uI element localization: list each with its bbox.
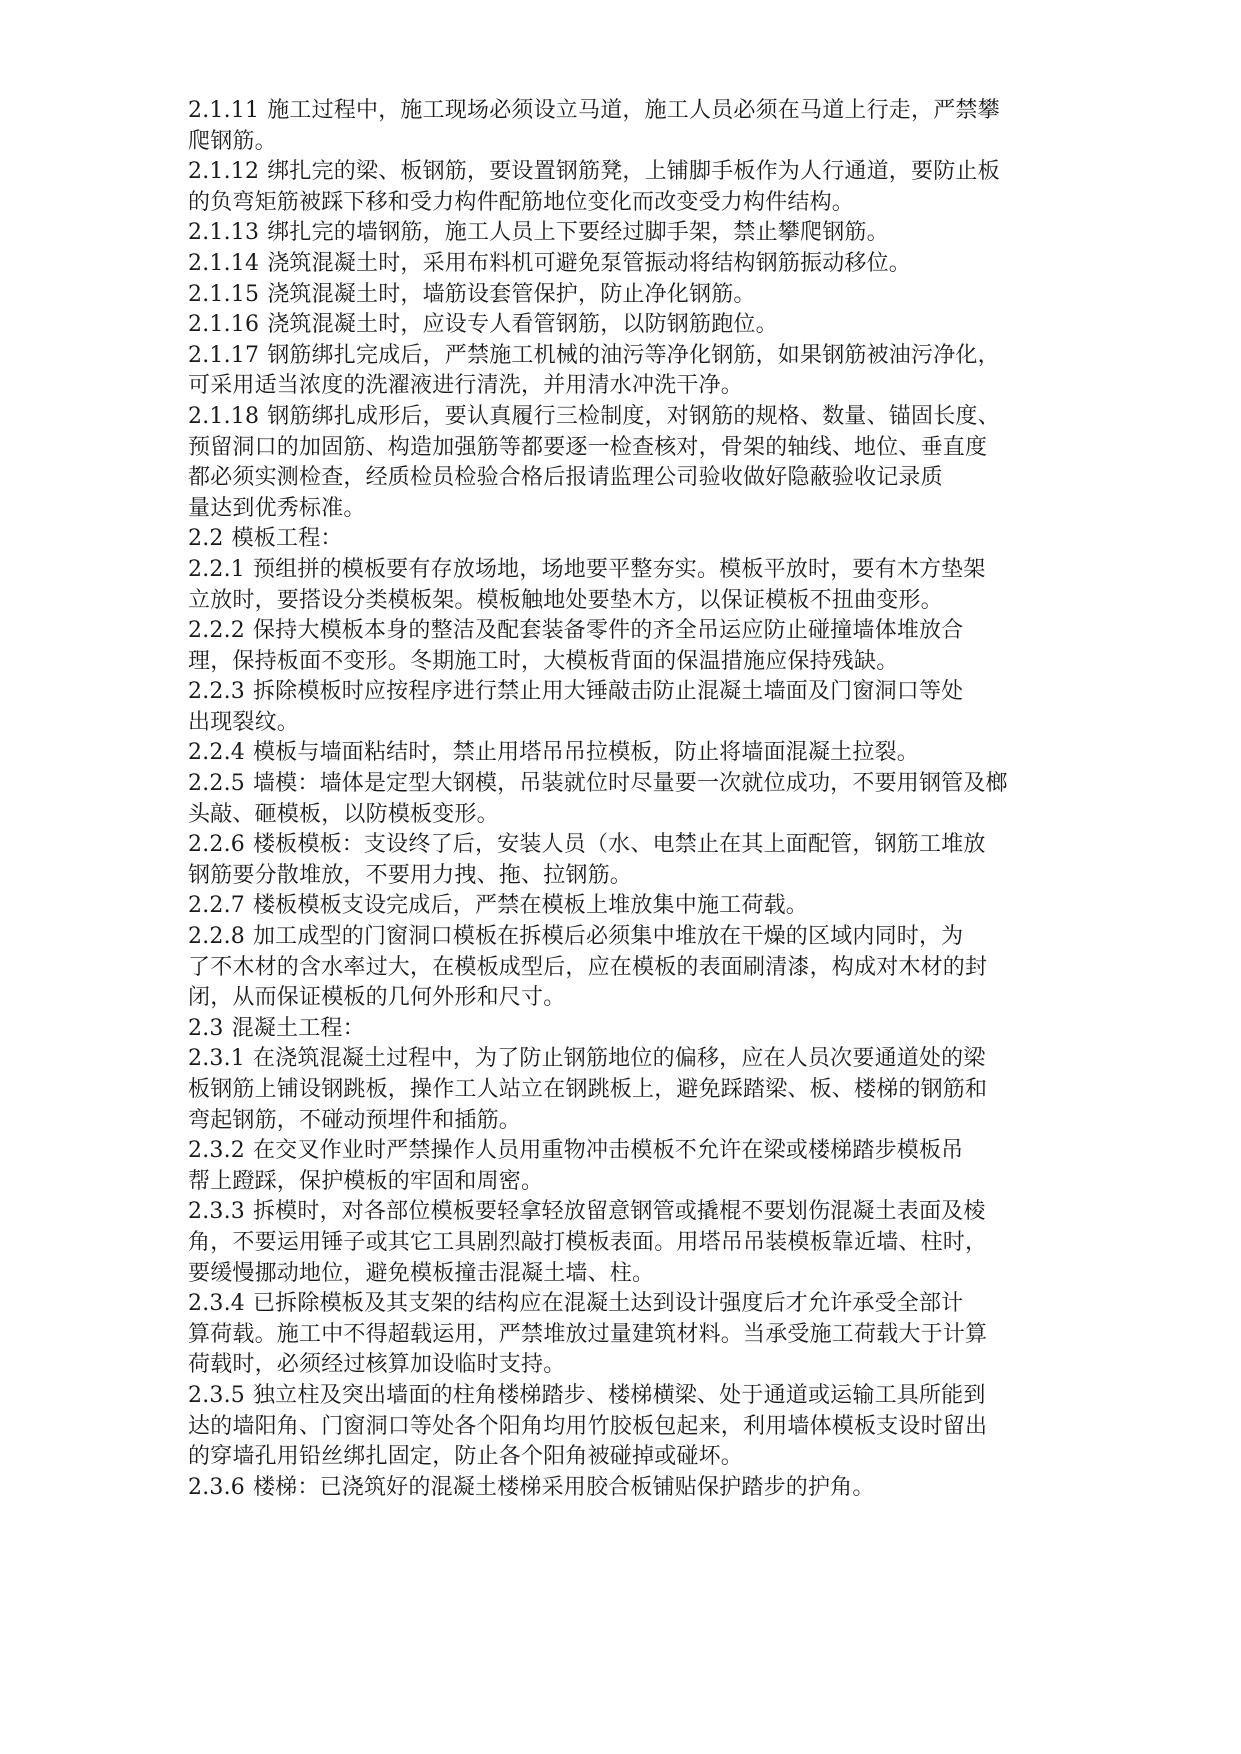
- paragraph: [188, 402, 1108, 524]
- section-number: 2.3.4: [188, 1291, 245, 1317]
- paragraph: [188, 830, 1108, 891]
- text-line: [188, 861, 1108, 892]
- text-line: [188, 127, 1108, 158]
- line-text: 墙模：墙体是定型大钢模，吊装就位时尽量要一次就位成功，不要用钢管及榔: [252, 771, 1008, 797]
- line-text: 钢筋绑扎成形后，要认真履行三检制度，对钢筋的规格、数量、锚固长度、: [267, 403, 1000, 429]
- line-text: 荷载时，必须经过核算加设临时支持。: [188, 1352, 566, 1378]
- text-line: [188, 677, 1108, 708]
- text-line: [188, 555, 1108, 586]
- section-number: 2.2.4: [188, 740, 245, 766]
- line-text: 绑扎完的墙钢筋，施工人员上下要经过脚手架，禁止攀爬钢筋。: [267, 220, 889, 246]
- text-line: [188, 1075, 1108, 1106]
- text-line: [188, 1136, 1108, 1167]
- text-line: [188, 463, 1108, 494]
- text-line: [188, 1412, 1108, 1443]
- line-text: 立放时，要搭设分类模板架。模板触地处要垫木方，以保证模板不扭曲变形。: [188, 587, 943, 613]
- section-number: 2.1.18: [188, 403, 260, 429]
- text-line: [188, 922, 1108, 953]
- line-text: 爬钢筋。: [188, 128, 277, 154]
- line-text: 了不木材的含水率过大，在模板成型后，应在模板的表面刷清漆，构成对木材的封: [188, 954, 988, 980]
- line-text: 施工过程中，施工现场必须设立马道，施工人员必须在马道上行走，严禁攀: [267, 98, 1000, 123]
- text-line: [188, 1044, 1108, 1075]
- text-line: [188, 494, 1108, 525]
- text-line: [188, 1289, 1108, 1320]
- line-text: 量达到优秀标准。: [188, 495, 366, 521]
- line-text: 保持大模板本身的整洁及配套装备零件的齐全吊运应防止碰撞墙体堆放合: [252, 618, 964, 644]
- text-line: [188, 341, 1108, 372]
- line-text: 浇筑混凝土时，应设专人看管钢筋，以防钢筋跑位。: [267, 312, 778, 338]
- section-number: 2.1.17: [188, 342, 260, 368]
- section-number: 2.2.8: [188, 924, 245, 950]
- line-text: 独立柱及突出墙面的柱角楼梯踏步、楼梯横梁、处于通道或运输工具所能到: [252, 1382, 986, 1408]
- text-line: [188, 738, 1108, 769]
- text-line: [188, 310, 1108, 341]
- text-line: [188, 1197, 1108, 1228]
- text-line: [188, 616, 1108, 647]
- text-line: [188, 708, 1108, 739]
- paragraph: [188, 218, 1108, 249]
- line-text: 达的墙阳角、门窗洞口等处各个阳角均用竹胶板包起来，利用墙体模板支设时留出: [188, 1413, 988, 1439]
- paragraph: [188, 249, 1108, 280]
- section-number: 2.2.5: [188, 771, 245, 797]
- line-text: 帮上蹬踩，保护模板的牢固和周密。: [188, 1168, 544, 1194]
- section-number: 2.3: [188, 1015, 224, 1041]
- paragraph: [188, 616, 1108, 677]
- text-line: [188, 96, 1108, 127]
- line-text: 算荷载。施工中不得超载运用，严禁堆放过量建筑材料。当承受施工荷载大于计算: [188, 1321, 988, 1347]
- line-text: 拆除模板时应按程序进行禁止用大锤敲击防止混凝土墙面及门窗洞口等处: [252, 679, 964, 705]
- section-number: 2.2.1: [188, 556, 245, 582]
- line-text: 楼梯：已浇筑好的混凝土楼梯采用胶合板铺贴保护踏步的护角。: [252, 1474, 875, 1500]
- paragraph: [188, 1289, 1108, 1381]
- text-line: [188, 157, 1108, 188]
- text-line: [188, 1320, 1108, 1351]
- line-text: 模板与墙面粘结时，禁止用塔吊吊拉模板，防止将墙面混凝土拉裂。: [252, 740, 919, 766]
- section-number: 2.1.11: [188, 98, 260, 123]
- line-text: 的负弯矩筋被踩下移和受力构件配筋地位变化而改变受力构件结构。: [188, 189, 855, 215]
- paragraph: [188, 310, 1108, 341]
- line-text: 头敲、砸模板，以防模板变形。: [188, 801, 499, 827]
- line-text: 要缓慢挪动地位，避免模板撞击混凝土墙、柱。: [188, 1260, 655, 1286]
- line-text: 弯起钢筋，不碰动预埋件和插筋。: [188, 1107, 522, 1133]
- section-number: 2.2.6: [188, 832, 245, 858]
- section-number: 2.1.12: [188, 159, 260, 185]
- line-text: 钢筋要分散堆放，不要用力拽、拖、拉钢筋。: [188, 862, 633, 888]
- line-text: 楼板模板支设完成后，严禁在模板上堆放集中施工荷载。: [252, 893, 808, 919]
- line-text: 在交叉作业时严禁操作人员用重物冲击模板不允许在梁或楼梯踏步模板吊: [252, 1138, 964, 1164]
- paragraph: [188, 1381, 1108, 1473]
- section-number: 2.1.14: [188, 250, 260, 276]
- text-line: [188, 983, 1108, 1014]
- paragraph: [188, 738, 1108, 769]
- section-number: 2.1.13: [188, 220, 260, 246]
- section-number: 2.1.15: [188, 281, 260, 307]
- section-number: 2.3.2: [188, 1138, 245, 1164]
- section-number: 2.2.7: [188, 893, 245, 919]
- line-text: 都必须实测检查，经质检员检验合格后报请监理公司验收做好隐蔽验收记录质: [188, 465, 943, 491]
- paragraph: [188, 96, 1108, 157]
- line-text: 闭，从而保证模板的几何外形和尺寸。: [188, 985, 566, 1011]
- line-text: 模板工程：: [231, 526, 343, 552]
- line-text: 预留洞口的加固筋、构造加强筋等都要逐一检查核对，骨架的轴线、地位、垂直度: [188, 434, 988, 460]
- text-line: [188, 586, 1108, 617]
- text-line: [188, 1473, 1108, 1504]
- line-text: 可采用适当浓度的洗濯液进行清洗，并用清水冲洗干净。: [188, 373, 744, 399]
- text-line: [188, 402, 1108, 433]
- line-text: 楼板模板：支设终了后，安装人员（水、电禁止在其上面配管，钢筋工堆放: [252, 832, 986, 858]
- line-text: 绑扎完的梁、板钢筋，要设置钢筋凳，上铺脚手板作为人行通道，要防止板: [267, 159, 1000, 185]
- paragraph: [188, 1136, 1108, 1197]
- line-text: 出现裂纹。: [188, 709, 300, 735]
- text-line: [188, 1259, 1108, 1290]
- text-line: [188, 800, 1108, 831]
- line-text: 预组拼的模板要有存放场地，场地要平整夯实。模板平放时，要有木方垫架: [252, 556, 986, 582]
- text-line: [188, 769, 1108, 800]
- paragraph: [188, 280, 1108, 311]
- text-line: [188, 371, 1108, 402]
- text-line: [188, 1442, 1108, 1473]
- text-line: [188, 1167, 1108, 1198]
- line-text: 在浇筑混凝土过程中，为了防止钢筋地位的偏移，应在人员次要通道处的梁: [252, 1046, 986, 1072]
- section-number: 2.2: [188, 526, 224, 552]
- text-line: [188, 280, 1108, 311]
- line-text: 浇筑混凝土时，墙筋设套管保护，防止净化钢筋。: [267, 281, 756, 307]
- text-line: [188, 1014, 1108, 1045]
- paragraph: [188, 157, 1108, 218]
- line-text: 板钢筋上铺设钢跳板，操作工人站立在钢跳板上，避免踩踏梁、板、楼梯的钢筋和: [188, 1077, 988, 1102]
- paragraph: [188, 1014, 1108, 1045]
- text-line: [188, 433, 1108, 464]
- text-line: [188, 1228, 1108, 1259]
- paragraph: [188, 1044, 1108, 1136]
- section-number: 2.1.16: [188, 312, 260, 338]
- line-text: 浇筑混凝土时，采用布料机可避免泵管振动将结构钢筋振动移位。: [267, 250, 911, 276]
- section-number: 2.3.5: [188, 1382, 245, 1408]
- paragraph: [188, 524, 1108, 555]
- text-line: [188, 249, 1108, 280]
- paragraph: [188, 769, 1108, 830]
- paragraph: [188, 1197, 1108, 1289]
- paragraph: [188, 555, 1108, 616]
- line-text: 混凝土工程：: [231, 1015, 365, 1041]
- section-number: 2.2.2: [188, 618, 245, 644]
- paragraph: [188, 922, 1108, 1014]
- section-number: 2.3.6: [188, 1474, 245, 1500]
- section-number: 2.3.1: [188, 1046, 245, 1072]
- paragraph: [188, 891, 1108, 922]
- text-line: [188, 188, 1108, 219]
- line-text: 的穿墙孔用铅丝绑扎固定，防止各个阳角被碰掉或碰坏。: [188, 1444, 744, 1470]
- text-line: [188, 524, 1108, 555]
- document-body: [188, 96, 1108, 1503]
- text-line: [188, 953, 1108, 984]
- text-line: [188, 1381, 1108, 1412]
- text-line: [188, 891, 1108, 922]
- section-number: 2.2.3: [188, 679, 245, 705]
- text-line: [188, 218, 1108, 249]
- line-text: 理，保持板面不变形。冬期施工时，大模板背面的保温措施应保持残缺。: [188, 648, 899, 674]
- line-text: 加工成型的门窗洞口模板在拆模后必须集中堆放在干燥的区域内同时，为: [252, 924, 964, 950]
- text-line: [188, 647, 1108, 678]
- paragraph: [188, 677, 1108, 738]
- text-line: [188, 1106, 1108, 1137]
- text-line: [188, 830, 1108, 861]
- section-number: 2.3.3: [188, 1199, 245, 1225]
- paragraph: [188, 1473, 1108, 1504]
- line-text: 拆模时，对各部位模板要轻拿轻放留意钢管或撬棍不要划伤混凝土表面及棱: [252, 1199, 986, 1225]
- paragraph: [188, 341, 1108, 402]
- text-line: [188, 1350, 1108, 1381]
- line-text: 已拆除模板及其支架的结构应在混凝土达到设计强度后才允许承受全部计: [252, 1291, 964, 1317]
- line-text: 角，不要运用锤子或其它工具剧烈敲打模板表面。用塔吊吊装模板靠近墙、柱时，: [188, 1229, 988, 1255]
- line-text: 钢筋绑扎完成后，严禁施工机械的油污等净化钢筋，如果钢筋被油污净化，: [267, 342, 1000, 368]
